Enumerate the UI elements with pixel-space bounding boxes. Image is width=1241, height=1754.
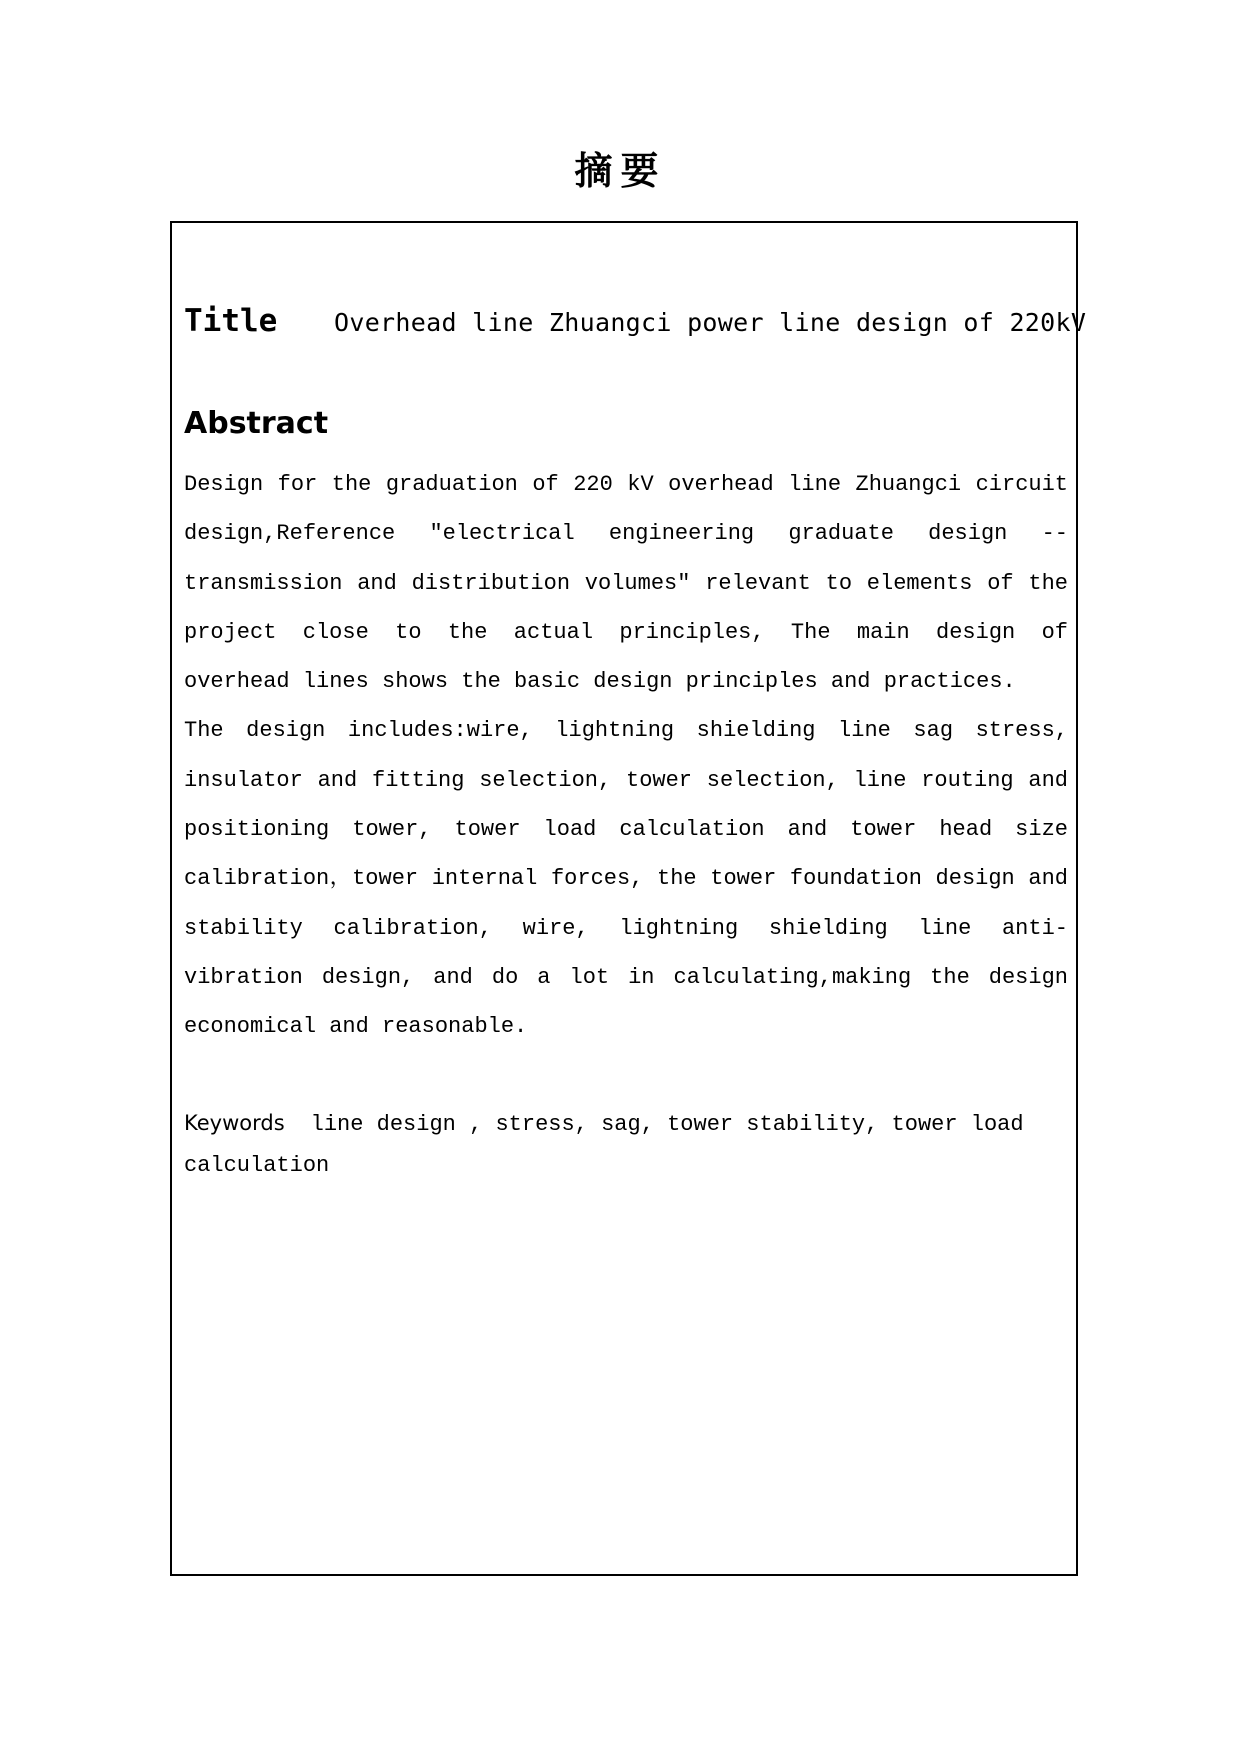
title-label: Title [184, 303, 278, 339]
abstract-paragraph: The design includes:wire, lightning shielding line sag stress, insulator and fitting selection, tower selection, line routing and positioning tower, tower load calculation and tower head size calibration，tower internal forces, the tower foundation design and stability calibration, wire, lightning shielding line anti-vibration design, and do a lot in calculating,making the design economical and reasonable. [184, 718, 1068, 1040]
abstract-paragraph: Design for the graduation of 220 kV overhead line Zhuangci circuit design,Reference "electrical engineering graduate design -- transmission and distribution volumes" relevant to elements of the project close to the actual principles, The main design of overhead lines shows the basic design principles and practices. [184, 472, 1068, 695]
abstract-label: Abstract [184, 406, 329, 441]
page-heading: 摘要 [574, 149, 667, 193]
title-text: Overhead line Zhuangci power line design of 220kV [334, 308, 1087, 337]
abstract-box [170, 221, 1087, 1576]
title-row [184, 303, 1087, 339]
abstract-body [184, 460, 1068, 1052]
keywords-row [184, 1103, 1068, 1186]
keywords-label: Keywords [184, 1111, 285, 1135]
keywords-text: line design , stress, sag, tower stability, tower load calculation [184, 1112, 1024, 1178]
